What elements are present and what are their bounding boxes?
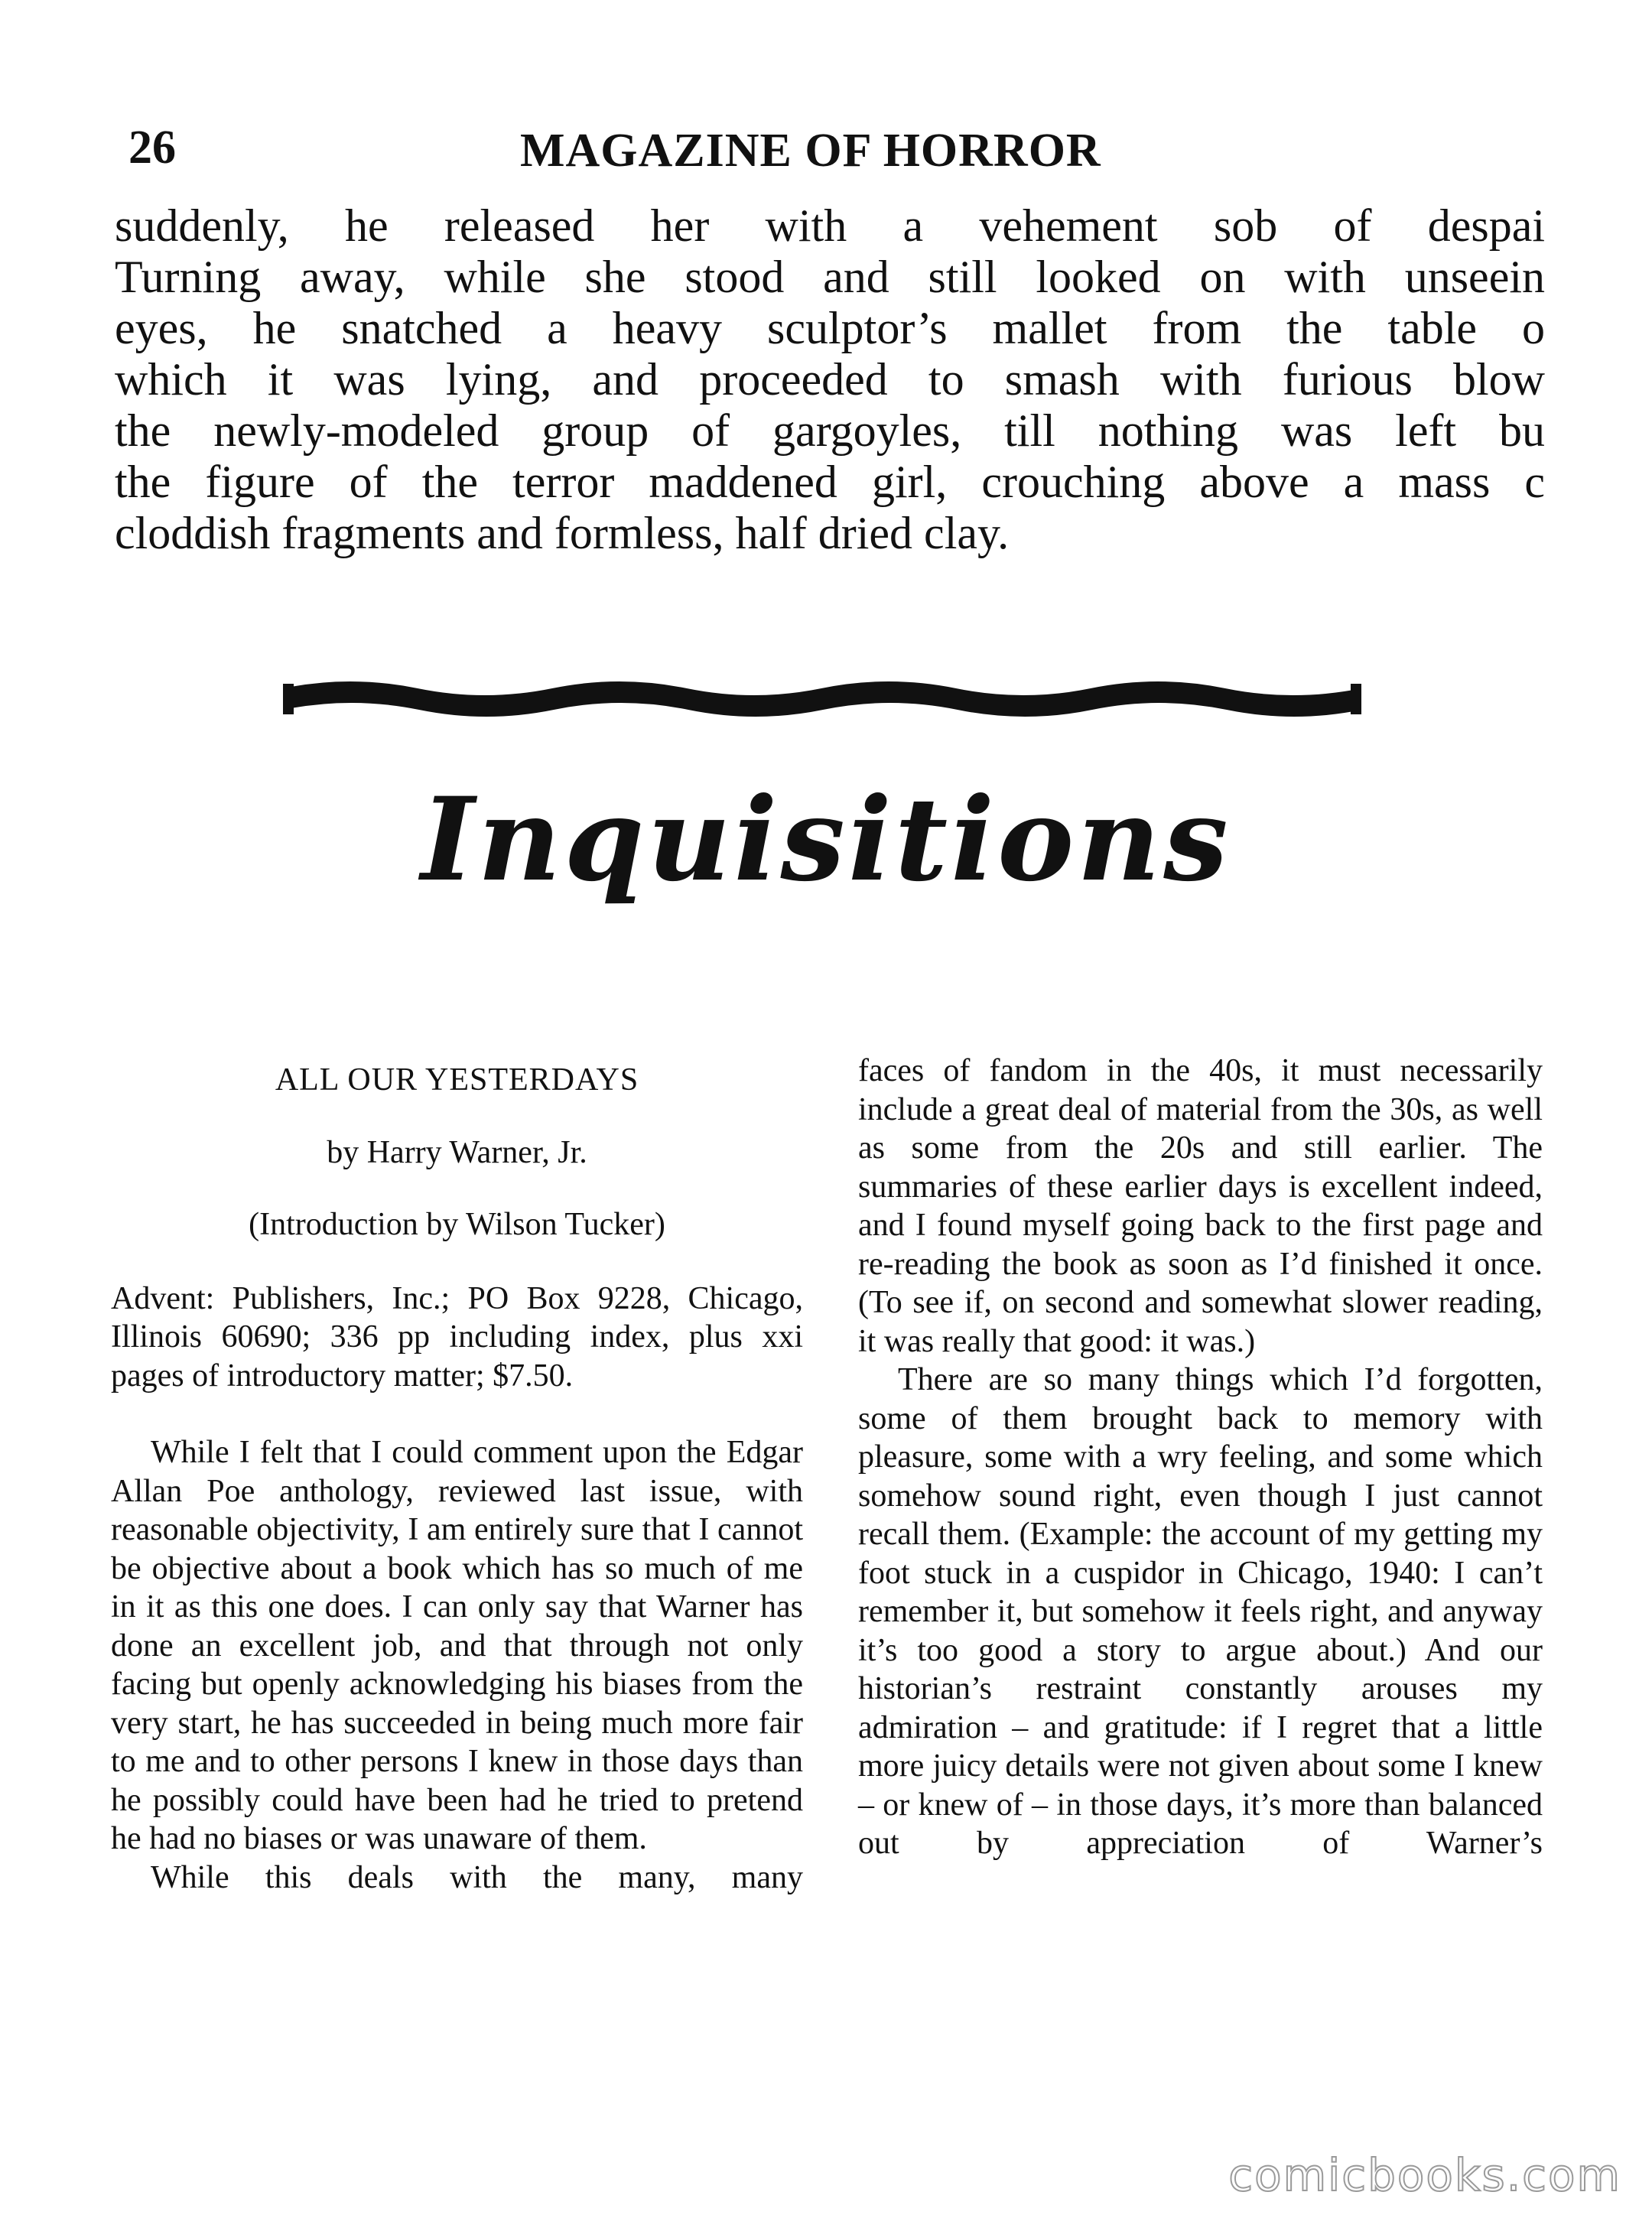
section-title: Inquisitions [421,772,1231,907]
story-ending-text [115,200,1545,559]
review-title: ALL OUR YESTERDAYS [275,1062,639,1098]
story-line: the newly-modeled group of gargoyles, till nothing was left bu [115,405,1545,456]
watermark: comicbooks.com [1228,2149,1621,2201]
page-header [0,121,1652,182]
story-line: Turning away, while she stood and still looked on with unseein [115,252,1545,302]
story-line: suddenly, he released her with a vehement sob of despai [115,200,1545,251]
review-paragraph: There are so many things which I’d forgotten, some of them brought back to memory with pleasure, some with a wry feeling, and some which somehow sound right, even though I just cannot recall them. (Example: the account of my getting my foot stuck in a cuspidor in Chicago, 1940: I can’t remember it, but somehow it feels right, and anyway it’s too good a story to argue about.) And our historian’s restraint constantly arouses my admiration – and gratitude: if I regret that a little more juicy details were not given about some I knew – or knew of – in those days, it’s more than balanced out by appreciation of Warner’s [858,1362,1543,1861]
review-paragraph: While this deals with the many, many [151,1859,803,1895]
story-line: eyes, he snatched a heavy sculptor’s mallet from the table o [115,303,1545,353]
wavy-divider [283,672,1361,727]
review-paragraph: While I felt that I could comment upon the Edgar Allan Poe anthology, reviewed last issue, with reasonable objectivity, I am entirely sure that I cannot be objective about a book which has so much of me in it as this one does. I can only say that Warner has done an excellent job, and that through not only facing but openly acknowledging his biases from the very start, he has succeeded in being much more fair to me and to other persons I knew in those days than he possibly could have been had he tried to pretend he had no biases or was unaware of them. [111,1435,803,1856]
magazine-title: MAGAZINE OF HORROR [520,125,1101,177]
story-line: the figure of the terror maddened girl, crouching above a mass c [115,457,1545,507]
review-column-left [111,1052,803,1897]
story-line: which it was lying, and proceeded to smash with furious blow [115,354,1545,405]
publication-info: Advent: Publishers, Inc.; PO Box 9228, Chicago, Illinois 60690; 336 pp including index, plus xxi pages of introductory matter; $7.50. [111,1280,803,1394]
page-number: 26 [128,122,176,174]
review-author: by Harry Warner, Jr. [327,1134,587,1170]
story-line: cloddish fragments and formless, half dried clay. [115,508,1010,558]
review-paragraph: faces of fandom in the 40s, it must necessarily include a great deal of material from the 30s, as well as some from the 20s and still earlier. The summaries of these earlier days is excellent indeed, and I found myself going back to the first page and re-reading the book as soon as I’d finished it once. (To see if, on second and somewhat slower reading, it was really that good: it was.) [858,1053,1543,1359]
review-introduction: (Introduction by Wilson Tucker) [249,1207,665,1242]
review-column-right [858,1052,1543,1863]
